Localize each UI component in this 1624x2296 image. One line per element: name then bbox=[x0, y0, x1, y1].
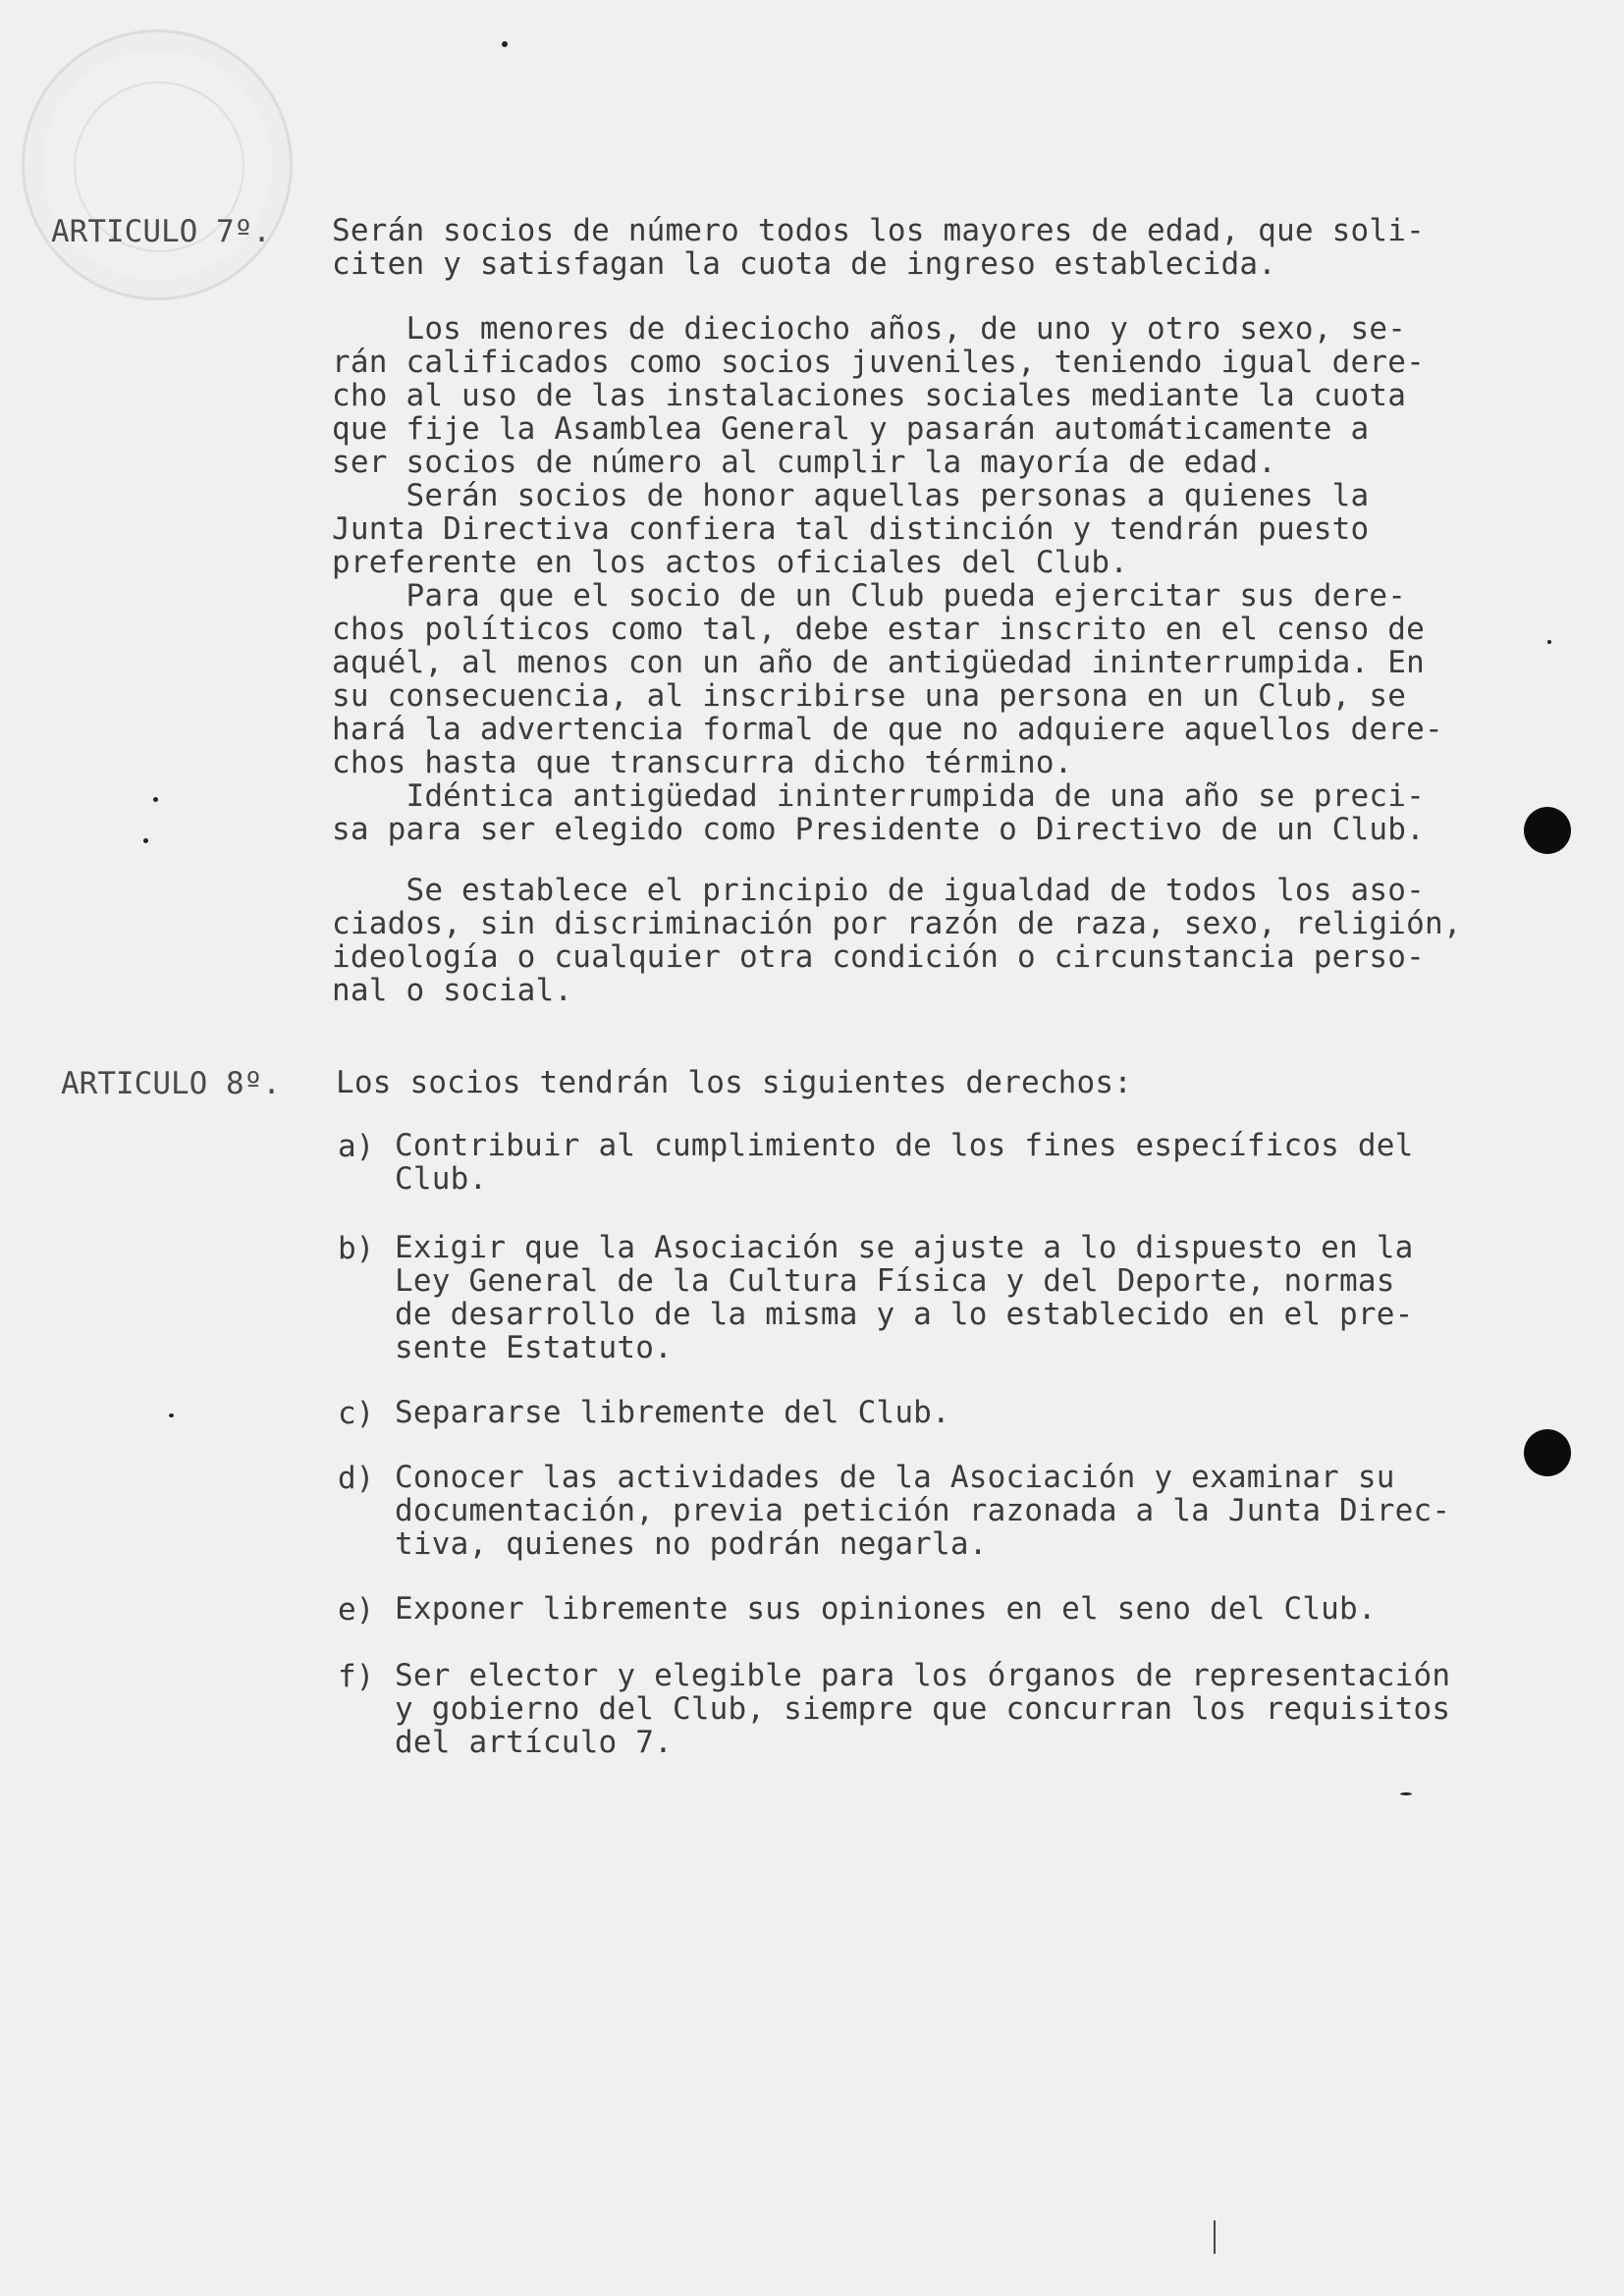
item-b-letter: b) bbox=[338, 1231, 375, 1266]
article-7-paragraph-3: Se establece el principio de igualdad de todos los aso- ciados, sin discriminación por razón de raza, sexo, religión, ideología o cualquier otra condición o circunstancia perso- nal o social. bbox=[332, 873, 1462, 1008]
ink-speck bbox=[169, 1414, 174, 1417]
stamp-seal bbox=[22, 29, 293, 300]
article-8-label: ARTICULO 8º. bbox=[61, 1066, 281, 1101]
ink-speck bbox=[502, 41, 508, 47]
ink-speck bbox=[153, 797, 158, 802]
item-f-text: Ser elector y elegible para los órganos de representación y gobierno del Club, siempre que concurran los requisitos del artículo 7. bbox=[395, 1658, 1451, 1760]
ink-speck bbox=[1547, 640, 1551, 644]
binder-hole-bottom bbox=[1524, 1429, 1571, 1476]
ink-speck bbox=[1400, 1792, 1412, 1795]
binder-hole-top bbox=[1524, 807, 1571, 854]
item-d-letter: d) bbox=[338, 1461, 375, 1496]
margin-mark bbox=[1214, 2220, 1216, 2254]
article-7-paragraph-1: Serán socios de número todos los mayores de edad, que soli- citen y satisfagan la cuota de ingreso establecida. bbox=[332, 213, 1425, 282]
item-d-text: Conocer las actividades de la Asociación y examinar su documentación, previa petición razonada a la Junta Direc- tiva, quienes no podrán negarla. bbox=[395, 1460, 1451, 1562]
item-a-text: Contribuir al cumplimiento de los fines específicos del Club. bbox=[395, 1128, 1414, 1197]
item-b-text: Exigir que la Asociación se ajuste a lo dispuesto en la Ley General de la Cultura Física y del Deporte, normas de desarrollo de la misma y a lo establecido en el pre- sente Estatuto. bbox=[395, 1230, 1414, 1365]
item-c-letter: c) bbox=[338, 1396, 375, 1431]
article-7-paragraph-2: Los menores de dieciocho años, de uno y otro sexo, se- rán calificados como socios juveniles, teniendo igual dere- cho al uso de las instalaciones sociales mediante la cuota que fije la Asamblea General y pasarán automáticamente a ser socios de número al cumplir la mayoría de edad. Serán socios de honor aquellas personas a quienes la Junta Directiva confiera tal distinción y tendrán puesto preferente en los actos oficiales del Club. Para que el socio de un Club pueda ejercitar sus dere- chos políticos como tal, debe estar inscrito en el censo de aquél, al menos con un año de antigüedad ininterrumpida. En su consecuencia, al inscribirse una persona en un Club, se hará la advertencia formal de que no adquiere aquellos dere- chos hasta que transcurra dicho término. Idéntica antigüedad ininterrumpida de una año se preci- sa para ser elegido como Presidente o Directivo de un Club. bbox=[332, 311, 1443, 847]
item-e-text: Exponer libremente sus opiniones en el seno del Club. bbox=[395, 1591, 1377, 1627]
ink-speck bbox=[143, 838, 148, 843]
article-8-intro: Los socios tendrán los siguientes derechos: bbox=[336, 1065, 1133, 1100]
item-c-text: Separarse libremente del Club. bbox=[395, 1395, 950, 1430]
article-7-label: ARTICULO 7º. bbox=[51, 214, 271, 249]
item-a-letter: a) bbox=[338, 1129, 375, 1164]
item-f-letter: f) bbox=[338, 1659, 375, 1694]
item-e-letter: e) bbox=[338, 1592, 375, 1628]
